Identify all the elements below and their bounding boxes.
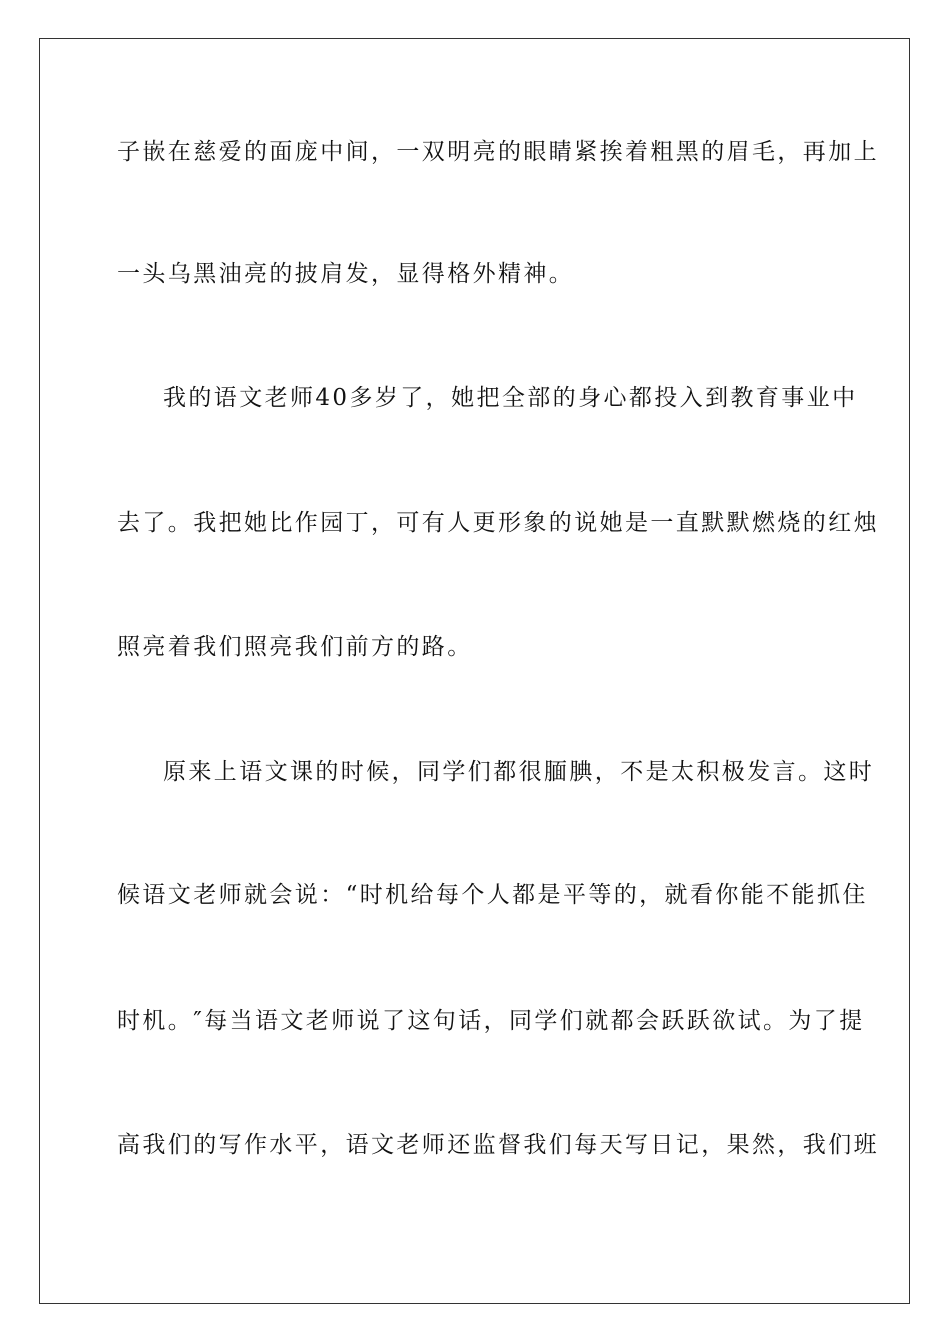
paragraph-line: 去了。我把她比作园丁，可有人更形象的说她是一直默默燃烧的红烛	[117, 510, 879, 536]
paragraph-line: 照亮着我们照亮我们前方的路。	[117, 634, 473, 660]
paragraph-line: 高我们的写作水平，语文老师还监督我们每天写日记，果然，我们班	[117, 1132, 879, 1158]
paragraph-line: 一头乌黑油亮的披肩发，显得格外精神。	[117, 261, 575, 287]
paragraph-line: 原来上语文课的时候，同学们都很腼腆，不是太积极发言。这时	[163, 759, 875, 785]
paragraph-line: 候语文老师就会说：“时机给每个人都是平等的，就看你能不能抓住	[117, 882, 868, 908]
paragraph-line: 子嵌在慈爱的面庞中间，一双明亮的眼睛紧挨着粗黑的眉毛，再加上	[117, 139, 879, 165]
page-border	[39, 38, 910, 1304]
paragraph-line: 我的语文老师40多岁了，她把全部的身心都投入到教育事业中	[163, 385, 858, 411]
paragraph-line: 时机。″每当语文老师说了这句话，同学们就都会跃跃欲试。为了提	[117, 1008, 865, 1034]
